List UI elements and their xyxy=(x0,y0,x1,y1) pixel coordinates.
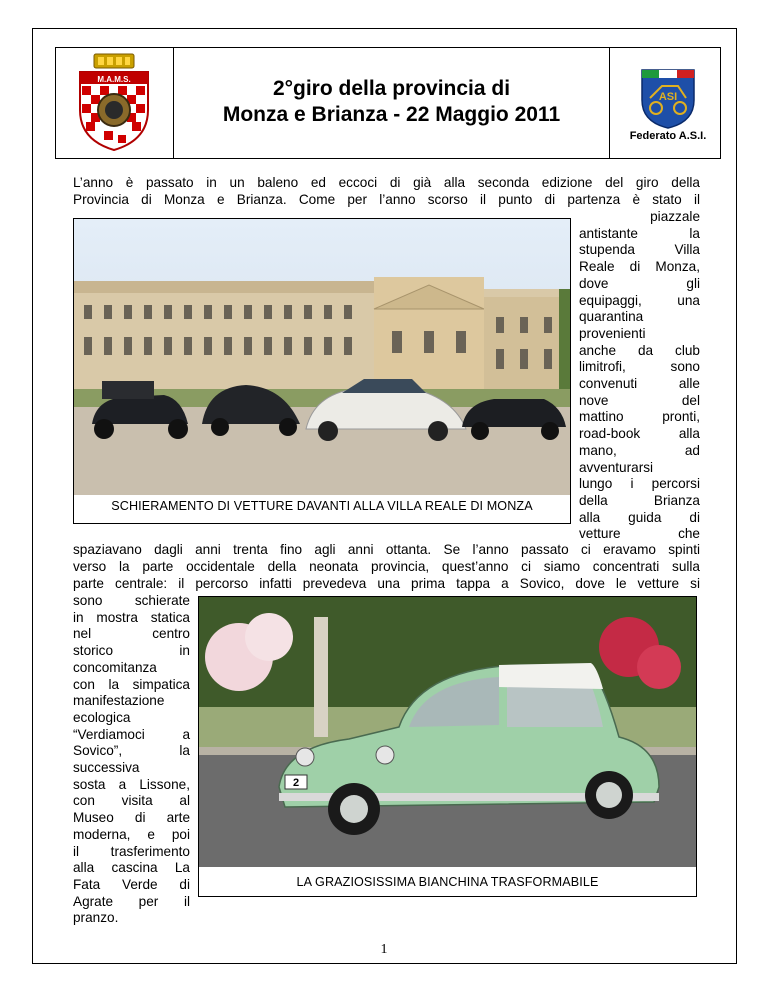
left-column-line: sono schierate xyxy=(73,593,190,608)
right-column-line: alla guida di xyxy=(579,509,700,525)
left-column-line: con la simpatica xyxy=(73,676,190,692)
left-column-line: sosta a Lissone, xyxy=(73,776,190,792)
right-column-line: mattino pronti, xyxy=(579,409,700,425)
right-column-line: road-book alla xyxy=(579,426,700,442)
left-column-line: concomitanza xyxy=(73,659,157,675)
mams-logo xyxy=(74,52,154,157)
photo-bianchina xyxy=(198,596,697,897)
left-column-line: Fata Verde di xyxy=(73,876,190,892)
left-column-line: alla cascina La xyxy=(73,860,190,876)
caption-villa-reale: SCHIERAMENTO DI VETTURE DAVANTI ALLA VILLA REALE DI MONZA xyxy=(111,499,533,513)
car-number-plate: 2 xyxy=(292,777,300,789)
left-column-line: successiva xyxy=(73,760,140,775)
left-column-line: ecologica xyxy=(73,709,131,725)
bianchina-image xyxy=(199,597,696,867)
left-column-line: “Verdiamoci a xyxy=(73,726,190,742)
left-column-line: Museo di arte xyxy=(73,810,190,826)
left-column-line: con visita al xyxy=(73,793,190,809)
intro-line-1: L’anno è passato in un baleno ed eccoci di già alla seconda edizione del giro della xyxy=(73,175,700,190)
left-column-line: pranzo. xyxy=(73,910,119,926)
caption-bianchina: LA GRAZIOSISSIMA BIANCHINA TRASFORMABILE xyxy=(296,875,599,889)
right-column-line: piazzale xyxy=(650,209,700,224)
intro-line-2: Provincia di Monza e Brianza. Come per l’anno scorso il punto di partenza è stato il xyxy=(73,192,700,207)
left-column-line: nel centro xyxy=(73,626,190,642)
left-column-line: Agrate per il xyxy=(73,893,190,909)
asi-logo xyxy=(638,66,698,135)
right-column-line: quarantina xyxy=(579,309,644,325)
mams-logo-text: M.A.M.S. xyxy=(97,75,131,84)
right-column-line: mano, ad xyxy=(579,442,700,458)
left-column-line: storico in xyxy=(73,643,190,659)
federato-label: Federato A.S.I. xyxy=(629,130,707,142)
right-column-line: antistante la xyxy=(579,225,700,241)
right-column-line: convenuti alle xyxy=(579,376,700,391)
right-column-line: limitrofi, sono xyxy=(579,359,700,375)
right-column-line: vetture che xyxy=(579,526,700,542)
para2-line-3: parte centrale: il percorso infatti prevedeva una prima tappa a Sovico, dove le vetture si xyxy=(73,576,700,591)
right-column-line: Reale di Monza, xyxy=(579,259,700,275)
right-column-line: della Brianza xyxy=(579,492,700,508)
right-column-line: dove gli xyxy=(579,275,700,291)
left-column-line: moderna, e poi xyxy=(73,826,190,842)
left-column-line: manifestazione xyxy=(73,693,165,709)
right-column-line: nove del xyxy=(579,392,700,408)
right-column-line: stupenda Villa xyxy=(579,242,700,258)
villa-reale-image xyxy=(74,219,570,495)
photo-villa-reale xyxy=(73,218,571,524)
left-column-line: in mostra statica xyxy=(73,609,190,625)
right-column-line: provenienti xyxy=(579,325,646,341)
page-title: 2°giro della provincia di Monza e Brianza - 22 Maggio 2011 xyxy=(222,77,561,126)
page-number: 1 xyxy=(380,942,388,957)
header-box xyxy=(55,47,721,159)
right-column-line: equipaggi, una xyxy=(579,292,700,308)
para2-line-1: spaziavano dagli anni trenta fino agli anni ottanta. Se l’anno passato ci eravamo spinti xyxy=(73,542,700,557)
right-column-line: anche da club xyxy=(579,342,700,358)
asi-logo-text: ASI xyxy=(658,91,678,103)
right-column-line: avventurarsi xyxy=(579,459,654,475)
left-column-line: il trasferimento xyxy=(73,843,190,859)
right-column-line: lungo i percorsi xyxy=(579,476,700,492)
para2-line-2: verso la parte occidentale della neonata provincia, quest’anno ci siamo concentrati sulla xyxy=(73,559,700,574)
left-column-line: Sovico”, la xyxy=(73,743,190,759)
